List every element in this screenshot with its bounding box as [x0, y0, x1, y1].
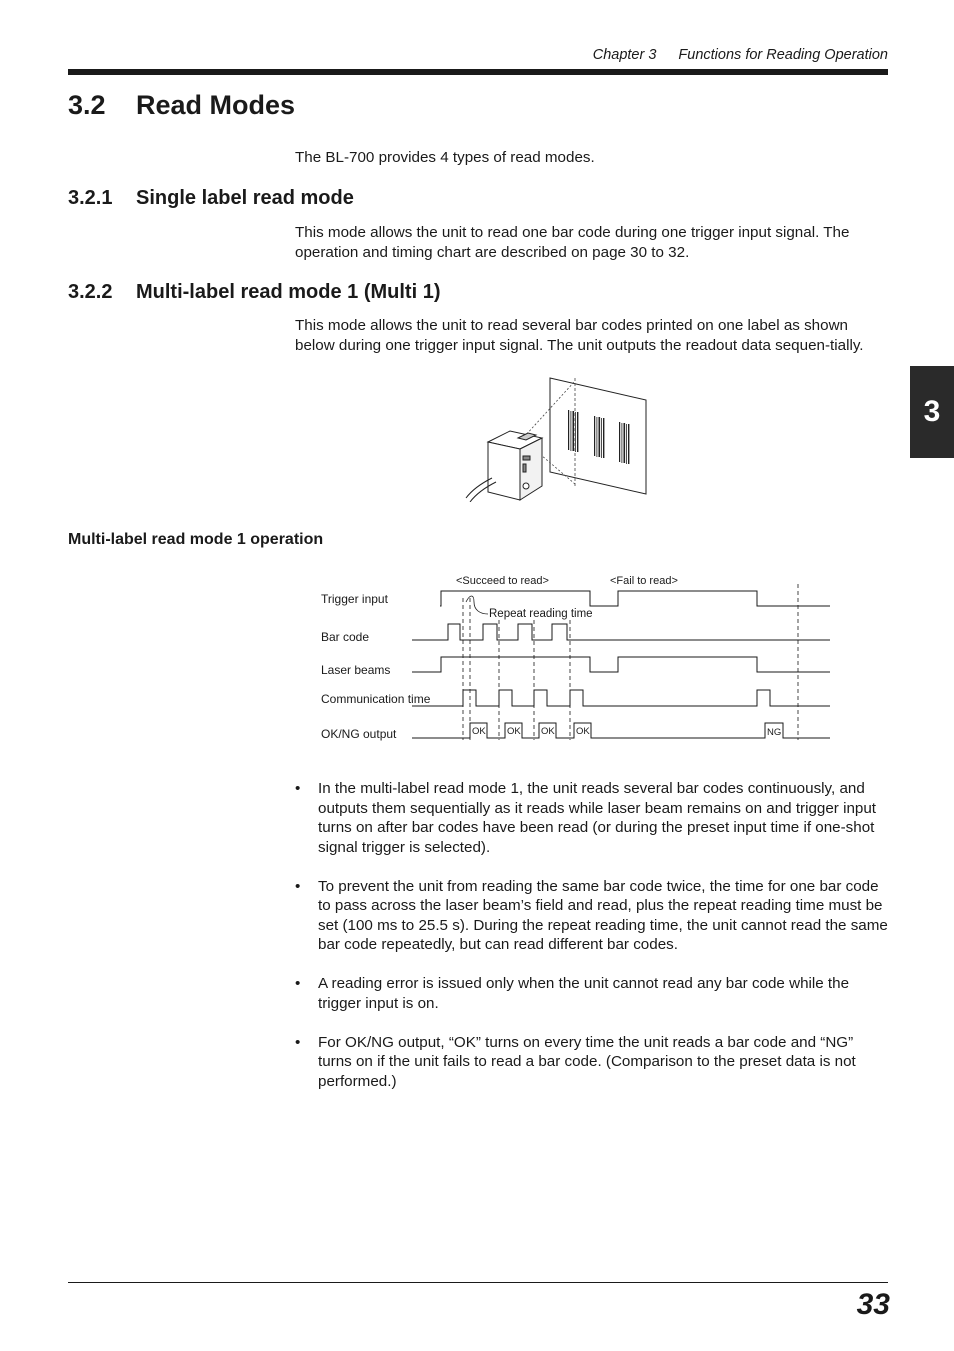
page-number: 33	[856, 1288, 890, 1321]
bullet-item	[295, 974, 889, 1013]
subsection-text-1: This mode allows the unit to read one bar code during one trigger input signal. The operation and timing chart are described on page 30 to 32.	[295, 224, 850, 261]
waveform-laser	[412, 657, 830, 672]
bullet-item	[295, 779, 889, 857]
subsection-title: Multi-label read mode 1 (Multi 1)	[136, 281, 441, 303]
ok-label-2: OK	[507, 726, 521, 737]
section-heading	[68, 90, 295, 121]
running-header	[593, 47, 888, 63]
bullet-text: For OK/NG output, “OK” turns on every time the unit reads a bar code and “NG” turns on if the unit fails to read a bar code. (Comparison to the preset data is not performed.)	[318, 1033, 856, 1090]
bullet-symbol: •	[295, 780, 301, 797]
section-title: Read Modes	[136, 90, 296, 120]
phase-label-fail: <Fail to read>	[610, 575, 678, 587]
bullet-text: A reading error is issued only when the unit cannot read any bar code while the trigger input is on.	[318, 975, 850, 1012]
subsection-number: 3.2.1	[68, 187, 113, 209]
bullet-list	[295, 779, 889, 1111]
subsection-title: Single label read mode	[136, 187, 354, 209]
signal-label-laser: Laser beams	[321, 663, 391, 677]
scanner-illustration	[462, 376, 652, 502]
signal-label-okng: OK/NG output	[321, 727, 397, 741]
subsection-number: 3.2.2	[68, 281, 113, 303]
bullet-symbol: •	[295, 877, 301, 895]
ng-label: NG	[767, 727, 782, 738]
waveform-barcode	[412, 624, 830, 640]
waveform-comm	[412, 690, 830, 706]
header-chapter: Chapter 3	[592, 47, 657, 63]
chapter-tab: 3	[910, 366, 954, 458]
repeat-reading-annotation: Repeat reading time	[489, 608, 593, 620]
ok-label-3: OK	[541, 726, 555, 737]
phase-label-succeed: <Succeed to read>	[456, 575, 549, 587]
signal-label-comm: Communication time	[321, 692, 431, 706]
bullet-text: To prevent the unit from reading the same bar code twice, the time for one bar code to pass across the laser beam’s field and read, plus the repeat reading time must be set (100 ms to 25.5 s). During the repeat reading time, the unit cannot read the same bar code repeatedly, but can read different bar codes.	[318, 877, 888, 954]
ok-label-1: OK	[472, 726, 486, 737]
bullet-item	[295, 1033, 889, 1092]
section-number: 3.2	[68, 90, 106, 120]
header-rule	[68, 69, 888, 75]
bullet-item	[295, 877, 889, 955]
scanner-body	[488, 431, 542, 500]
operation-heading: Multi-label read mode 1 operation	[68, 531, 324, 548]
bullet-text: In the multi-label read mode 1, the unit reads several bar codes continuously, and outputs them sequentially as it reads while laser beam remains on and trigger input turns on after bar codes have been read (or during the preset input time if one-shot signal trigger is selected).	[318, 780, 877, 856]
signal-label-barcode: Bar code	[321, 630, 370, 644]
label-sheet	[550, 378, 646, 494]
repeat-reading-marker	[466, 596, 488, 614]
timing-chart	[400, 580, 840, 750]
subsection-heading-1	[68, 187, 354, 210]
bullet-symbol: •	[295, 975, 301, 993]
waveform-trigger	[440, 591, 830, 606]
timing-reference-lines	[463, 584, 798, 740]
footer-rule	[68, 1282, 888, 1283]
section-intro: The BL-700 provides 4 types of read modes.	[295, 149, 595, 166]
signal-label-trigger: Trigger input	[321, 592, 388, 606]
subsection-heading-2	[68, 281, 440, 304]
header-title: Functions for Reading Operation	[678, 47, 888, 63]
ok-label-4: OK	[576, 726, 590, 737]
subsection-text-2: This mode allows the unit to read several bar codes printed on one label as shown below during one trigger input signal. The unit outputs the readout data sequen-tially.	[295, 317, 864, 354]
bullet-symbol: •	[295, 1033, 301, 1051]
